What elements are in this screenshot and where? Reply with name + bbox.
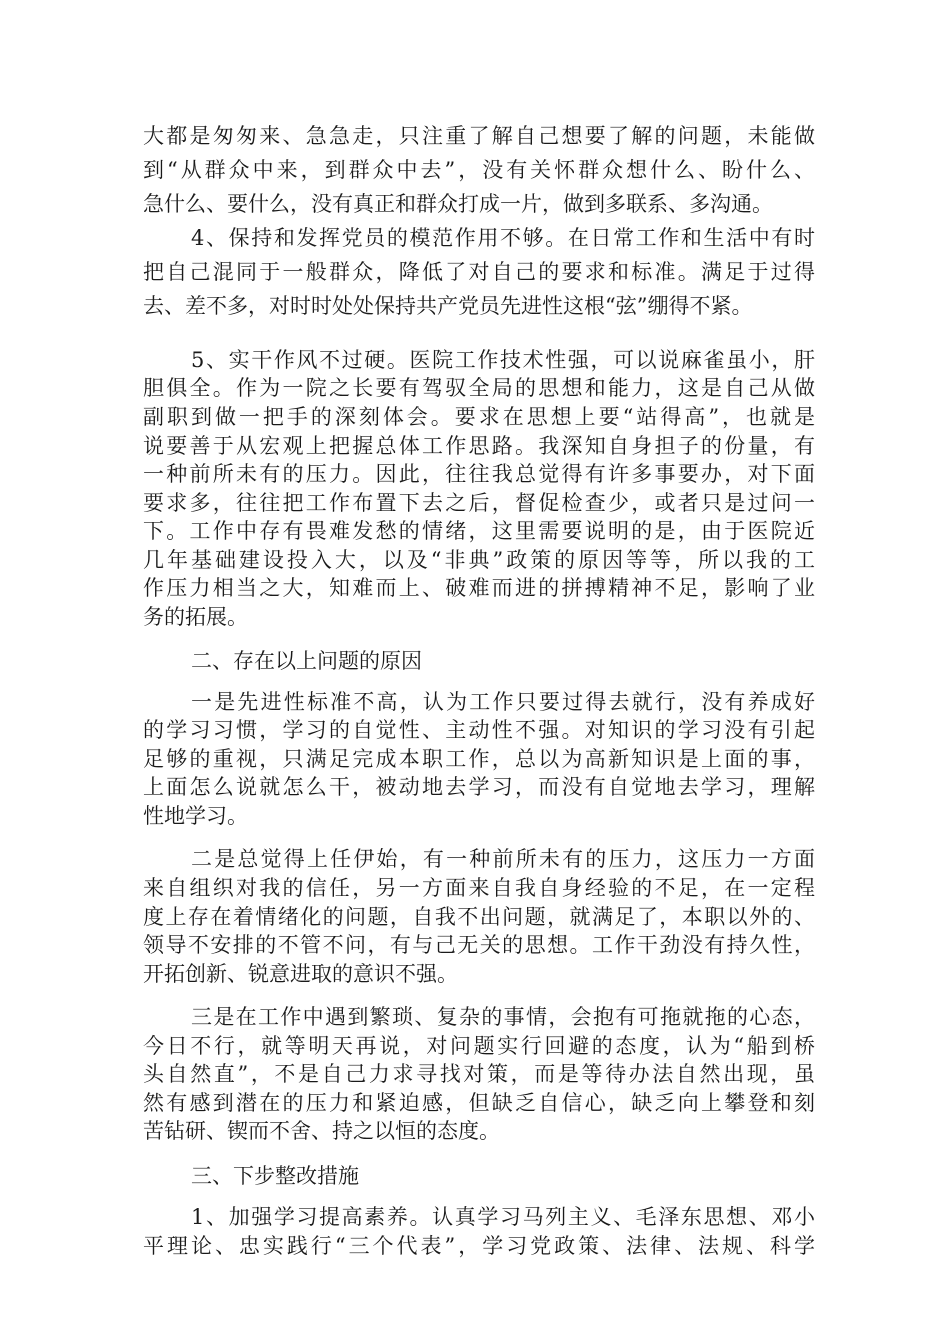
text-line: 务的拓展。 [143, 605, 248, 629]
text-line: 副职到做一把手的深刻体会。要求在思想上要“站得高”，也就是 [143, 405, 815, 429]
text-line: 下。工作中存有畏难发愁的情绪，这里需要说明的是，由于医院近 [143, 519, 815, 543]
text-line: 开拓创新、锐意进取的意识不强。 [143, 962, 458, 986]
text-line: 领导不安排的不管不问，有与己无关的思想。工作干劲没有持久性， [143, 933, 815, 957]
text-line: 的学习习惯，学习的自觉性、主动性不强。对知识的学习没有引起 [143, 718, 815, 742]
text-line: 去、差不多，对时时处处保持共产党员先进性这根“弦”绷得不紧。 [143, 294, 753, 318]
text-line: 度上存在着情绪化的问题，自我不出问题，就满足了，本职以外的、 [143, 905, 815, 929]
paragraph-first-line: 二是总觉得上任伊始，有一种前所未有的压力，这压力一方面 [191, 847, 815, 871]
text-line: 胆俱全。作为一院之长要有驾驭全局的思想和能力，这是自己从做 [143, 376, 815, 400]
text-line: 把自己混同于一般群众，降低了对自己的要求和标准。满足于过得 [143, 260, 815, 284]
text-line: 急什么、要什么，没有真正和群众打成一片，做到多联系、多沟通。 [143, 192, 773, 216]
text-line: 到“从群众中来，到群众中去”，没有关怀群众想什么、盼什么、 [143, 158, 815, 182]
text-line: 几年基础建设投入大，以及“非典”政策的原因等等，所以我的工 [143, 548, 815, 572]
text-line: 苦钻研、锲而不舍、持之以恒的态度。 [143, 1119, 500, 1143]
section-heading: 三、下步整改措施 [191, 1164, 359, 1188]
text-line: 要求多，往往把工作布置下去之后，督促检查少，或者只是过问一 [143, 491, 815, 515]
text-line: 头自然直”，不是自己力求寻找对策，而是等待办法自然出现，虽 [143, 1062, 815, 1086]
paragraph-first-line: 5、实干作风不过硬。医院工作技术性强，可以说麻雀虽小，肝 [191, 348, 815, 372]
text-line: 说要善于从宏观上把握总体工作思路。我深知自身担子的份量，有 [143, 434, 815, 458]
text-line: 一种前所未有的压力。因此，往往我总觉得有许多事要办，对下面 [143, 462, 815, 486]
paragraph-first-line: 1、加强学习提高素养。认真学习马列主义、毛泽东思想、邓小 [191, 1205, 815, 1229]
paragraph-first-line: 一是先进性标准不高，认为工作只要过得去就行，没有养成好 [191, 690, 815, 714]
text-line: 性地学习。 [143, 804, 248, 828]
text-line: 今日不行，就等明天再说，对问题实行回避的态度，认为“船到桥 [143, 1034, 815, 1058]
text-line: 作压力相当之大，知难而上、破难而进的拼搏精神不足，影响了业 [143, 576, 815, 600]
text-line: 上面怎么说就怎么干，被动地去学习，而没有自觉地去学习，理解 [143, 775, 815, 799]
paragraph-first-line: 4、保持和发挥党员的模范作用不够。在日常工作和生活中有时 [191, 226, 815, 250]
text-line: 来自组织对我的信任，另一方面来自我自身经验的不足，在一定程 [143, 876, 815, 900]
text-line: 然有感到潜在的压力和紧迫感，但缺乏自信心，缺乏向上攀登和刻 [143, 1091, 815, 1115]
paragraph-first-line: 三是在工作中遇到繁琐、复杂的事情，会抱有可拖就拖的心态， [191, 1005, 815, 1029]
text-line: 足够的重视，只满足完成本职工作，总以为高新知识是上面的事， [143, 747, 815, 771]
text-line: 平理论、忠实践行“三个代表”，学习党政策、法律、法规、科学 [143, 1234, 815, 1258]
section-heading: 二、存在以上问题的原因 [191, 649, 422, 673]
text-line: 大都是匆匆来、急急走，只注重了解自己想要了解的问题，未能做 [143, 124, 815, 148]
